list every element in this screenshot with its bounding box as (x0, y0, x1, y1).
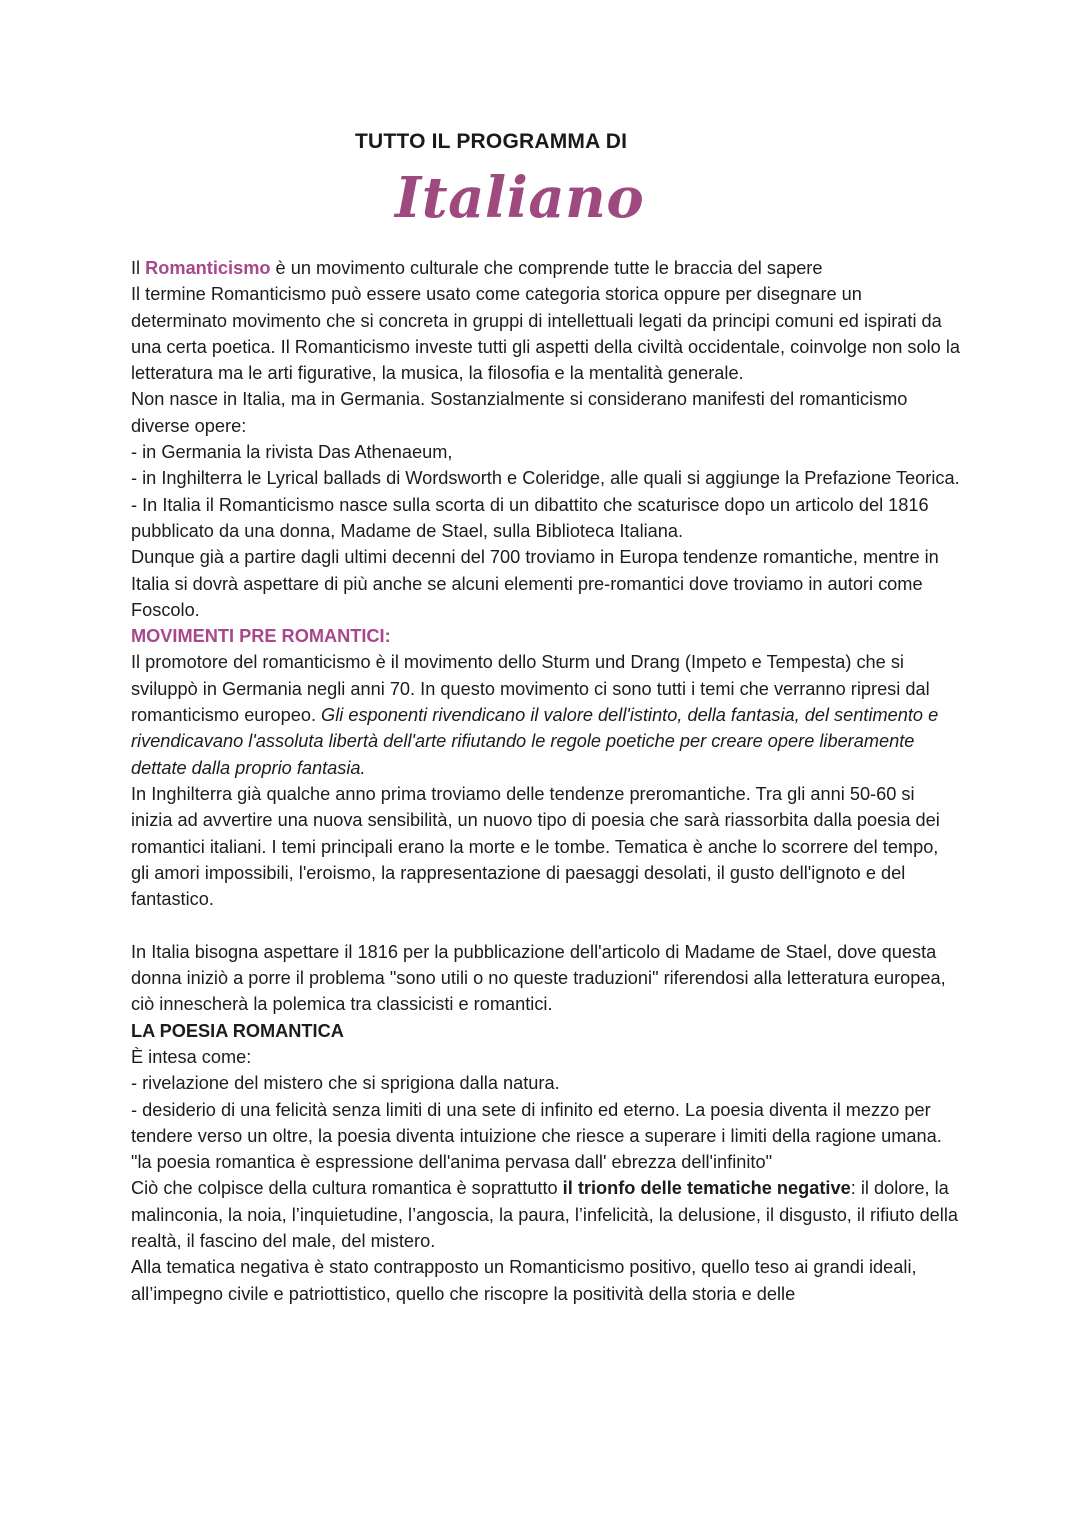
list-item-england: - in Inghilterra le Lyrical ballads di Wordsworth e Coleridge, alle quali si aggiunge la Prefazione Teorica. (131, 468, 960, 489)
list-item-germany: - in Germania la rivista Das Athenaeum, (131, 442, 453, 463)
paragraph-positive-romanticism: Alla tematica negativa è stato contrapposto un Romanticismo positivo, quello teso ai grandi ideali, all’impegno civile e patriottistico, quello che riscopre la positività della storia e delle (131, 1257, 917, 1304)
paragraph-intro-pre: Il (131, 258, 146, 278)
paragraph-italy-1816: In Italia bisogna aspettare il 1816 per la pubblicazione dell'articolo di Madame de Stael, dove questa donna iniziò a porre il problema "sono utili o no queste traduzioni" riferendosi alla letteratura europea, ciò innescherà la polemica tra classicisti e romantici. (131, 941, 946, 1015)
list-item-mystery: - rivelazione del mistero che si sprigiona dalla natura. (131, 1073, 560, 1094)
header-subtitle: TUTTO IL PROGRAMMA DI (355, 130, 628, 153)
section-heading-romantic-poetry: LA POESIA ROMANTICA (131, 1020, 344, 1041)
paragraph-europe: Dunque già a partire dagli ultimi decenni del 700 troviamo in Europa tendenze romantiche, mentre in Italia si dovrà aspettare di più anche se alcuni elementi pre-romantici dove troviamo in autori come Foscolo. (131, 547, 939, 620)
paragraph-sturm-und-drang (131, 649, 961, 780)
list-item-italy: - In Italia il Romanticismo nasce sulla scorta di un dibattito che scaturisce dopo un articolo del 1816 pubblicato da una donna, Madame de Stael, sulla Biblioteca Italiana. (131, 494, 929, 541)
paragraph-england: In Inghilterra già qualche anno prima troviamo delle tendenze preromantiche. Tra gli anni 50-60 si inizia ad avvertire una nuova sensibilità, un nuovo tipo di poesia che sarà riassorbita dalla poesia dei romantici italiani. I temi principali erano la morte e le tombe. Tematica è anche lo scorrere del tempo, gli amori impossibili, l'eroismo, la rappresentazione di paesaggi desolati, il gusto dell'ignoto e del fantastico. (131, 783, 940, 910)
paragraph-sturm-text: Il promotore del romanticismo è il movimento dello Sturm und Drang (Impeto e Tempesta) che si sviluppò in Germania negli anni 70. In questo movimento ci sono tutti i temi che verranno ripresi dal romanticismo europeo. (131, 652, 930, 726)
paragraph-sturm-italic: Gli esponenti rivendicano il valore dell'istinto, della fantasia, del sentimento e rivendicavano l'assoluta libertà dell'arte rifiutando le regole poetiche per creare opere liberamente dettate dalla proprio fantasia. (131, 705, 939, 778)
paragraph-negative-bold: il trionfo delle tematiche negative (562, 1178, 851, 1199)
paragraph-negative-pre: Ciò che colpisce della cultura romantica è soprattutto (131, 1178, 563, 1199)
paragraph-origin: Non nasce in Italia, ma in Germania. Sostanzialmente si considerano manifesti del romanticismo diverse opere: (131, 389, 908, 436)
blank-line (131, 912, 961, 938)
paragraph-intro (131, 255, 961, 281)
document-body (131, 255, 961, 1307)
paragraph-negative-post: : il dolore, la malinconia, la noia, l’inquietudine, l’angoscia, la paura, l’infelicità, la delusione, il disgusto, il rifiuto della realtà, il fascino del male, del mistero. (131, 1178, 958, 1251)
highlight-term-romanticismo: Romanticismo (145, 258, 271, 278)
paragraph-intesa: È intesa come: (131, 1046, 252, 1067)
section-heading-pre-romantic: MOVIMENTI PRE ROMANTICI: (131, 626, 391, 647)
paragraph-negative-themes (131, 1175, 961, 1254)
header-title: Italiano (395, 165, 645, 231)
paragraph-definition: Il termine Romanticismo può essere usato come categoria storica oppure per disegnare un determinato movimento che si concreta in gruppi di intellettuali legati da principi comuni ed ispirati da una certa poetica. Il Romanticismo investe tutti gli aspetti della civiltà occidentale, coinvolge non solo la letteratura ma le arti figurative, la musica, la filosofia e la mentalità generale. (131, 284, 960, 384)
list-item-desire: - desiderio di una felicità senza limiti di una sete di infinito ed eterno. La poesia diventa il mezzo per tendere verso un oltre, la poesia diventa intuizione che riesce a superare i limiti della ragione umana. "la poesia romantica è espressione dell'anima pervasa dall' ebrezza dell'infinito" (131, 1099, 942, 1173)
paragraph-intro-post: è un movimento culturale che comprende tutte le braccia del sapere (270, 258, 823, 278)
